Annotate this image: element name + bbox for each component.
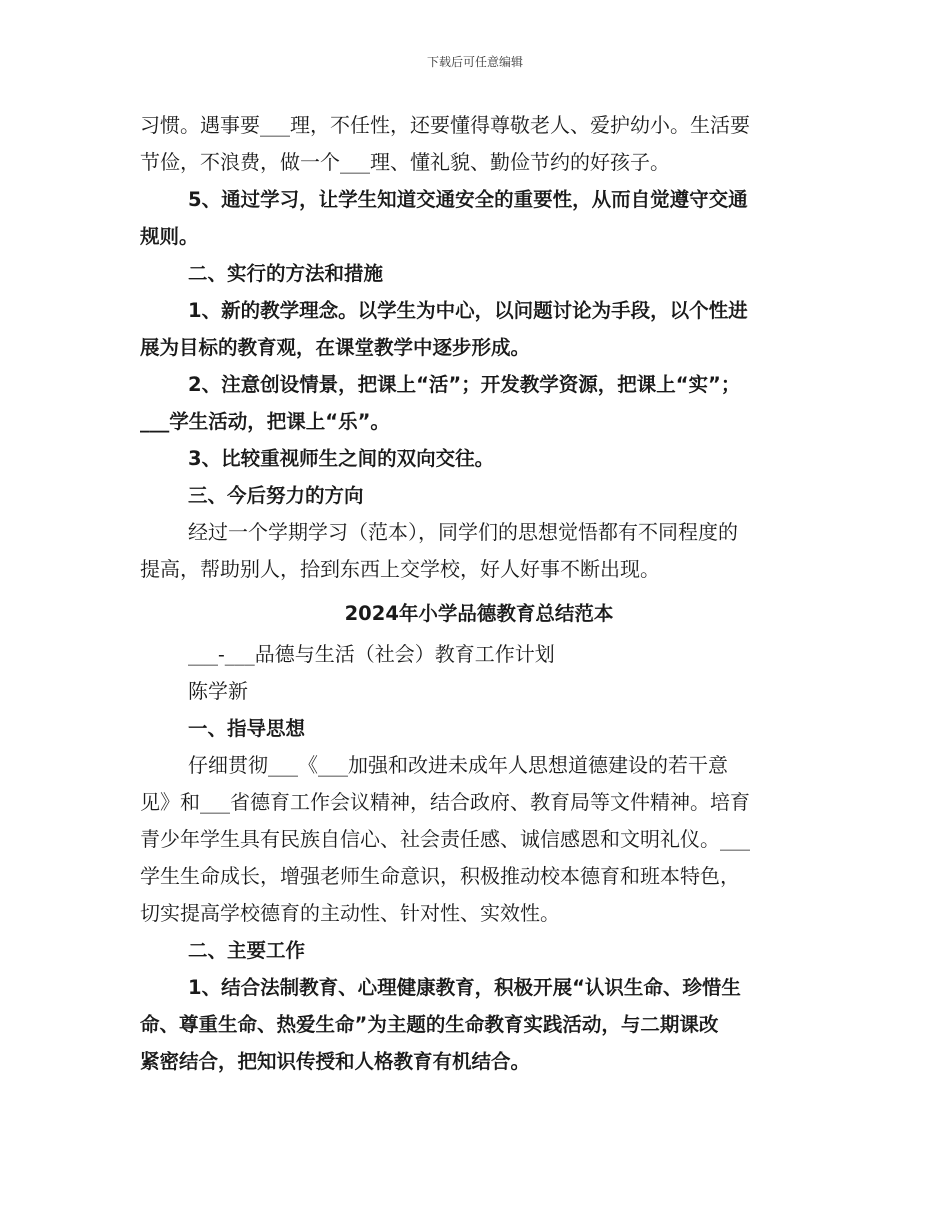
paragraph-line: 展为目标的教育观，在课堂教学中逐步形成。: [140, 336, 531, 359]
paragraph-line: 见》和___省德育工作会议精神，结合政府、教育局等文件精神。培育: [140, 790, 750, 814]
document-body: [140, 107, 812, 1080]
paragraph-line: 3、比较重视师生之间的双向交往。: [188, 447, 495, 470]
paragraph-line: 紧密结合，把知识传授和人格教育有机结合。: [140, 1050, 531, 1073]
paragraph-line: 2、注意创设情景，把课上“活”；开发教学资源，把课上“实”；: [188, 373, 741, 396]
section-heading: 二、主要工作: [188, 939, 306, 962]
author-name: 陈学新: [188, 679, 248, 703]
section-heading: 一、指导思想: [188, 717, 306, 740]
paragraph-line: 1、新的教学理念。以学生为中心，以问题讨论为手段，以个性进: [188, 299, 748, 322]
paragraph-line: 经过一个学期学习（范本），同学们的思想觉悟都有不同程度的: [188, 520, 738, 544]
paragraph-line: 青少年学生具有民族自信心、社会责任感、诚信感恩和文明礼仪。___: [140, 827, 750, 851]
paragraph-line: 节俭，不浪费，做一个___理、懂礼貌、勤俭节约的好孩子。: [140, 150, 670, 174]
paragraph-line: 习惯。遇事要___理，不任性，还要懂得尊敬老人、爱护幼小。生活要: [140, 113, 750, 137]
paragraph-line: ___学生活动，把课上“乐”。: [140, 410, 390, 433]
paragraph-line: 规则。: [140, 225, 199, 248]
paragraph-line: 1、结合法制教育、心理健康教育，积极开展“认识生命、珍惜生: [188, 976, 741, 999]
paragraph-line: 5、通过学习，让学生知道交通安全的重要性，从而自觉遵守交通: [188, 188, 748, 211]
paragraph-line: 命、尊重生命、热爱生命”为主题的生命教育实践活动，与二期课改: [140, 1013, 719, 1036]
paragraph-line: 提高，帮助别人，拾到东西上交学校，好人好事不断出现。: [140, 557, 660, 581]
subtitle-line: ___-___品德与生活（社会）教育工作计划: [188, 642, 555, 666]
section-heading: 二、实行的方法和措施: [188, 262, 384, 285]
document-title: 2024年小学品德教育总结范本: [344, 602, 614, 625]
section-heading: 三、今后努力的方向: [188, 484, 364, 507]
paragraph-line: 仔细贯彻___《___加强和改进未成年人思想道德建设的若干意: [188, 753, 728, 777]
paragraph-line: 切实提高学校德育的主动性、针对性、实效性。: [140, 901, 560, 925]
page-header: 下载后可任意编辑: [426, 55, 523, 69]
paragraph-line: 学生生命成长，增强老师生命意识，积极推动校本德育和班本特色，: [140, 864, 740, 888]
